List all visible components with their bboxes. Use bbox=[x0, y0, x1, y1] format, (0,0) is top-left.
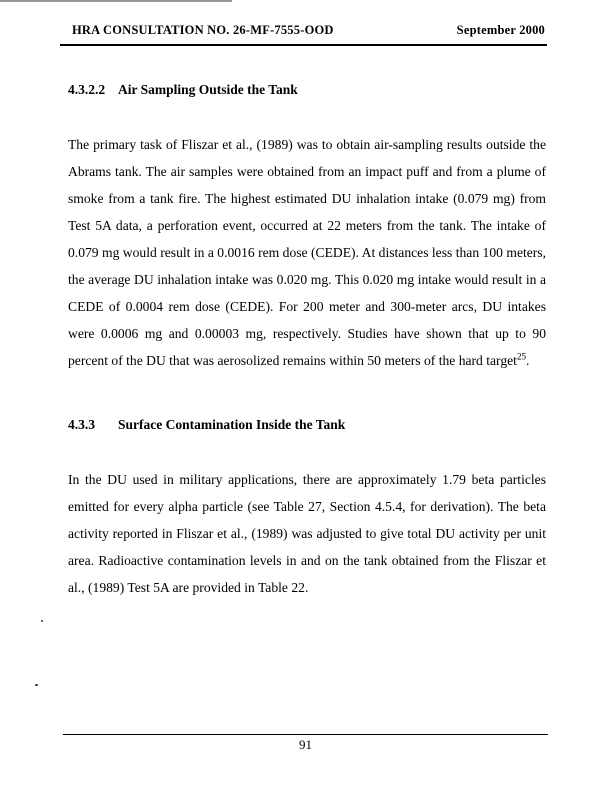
section-number: 4.3.3 bbox=[68, 417, 95, 432]
section-number: 4.3.2.2 bbox=[68, 82, 106, 97]
scan-artifact-dot bbox=[35, 684, 38, 686]
section-heading-surface-contamination bbox=[68, 417, 546, 433]
paragraph-text: In the DU used in military applications, there are approximately 1.79 beta particles emitted for every alpha particle (see Table 27, Section 4.5.4, for derivation). The beta activity reported in Fliszar et al., (1989) was adjusted to give total DU activity per unit area. Radioactive contamination levels in and on the tank obtained from the Fliszar et al., (1989) Test 5A are provided in Table 22. bbox=[68, 472, 546, 595]
page-header bbox=[72, 23, 545, 38]
footnote-reference: 25 bbox=[516, 351, 526, 362]
header-doc-number: HRA CONSULTATION NO. 26-MF-7555-OOD bbox=[72, 23, 334, 37]
paragraph-text: The primary task of Fliszar et al., (1989) was to obtain air-sampling results outside the Abrams tank. The air samples were obtained from an impact puff and from a plume of smoke from a tank fire. The highest estimated DU inhalation intake (0.079 mg) from Test 5A data, a perforation event, occurred at 22 meters from the tank. The intake of 0.079 mg would result in a 0.0016 rem dose (CEDE). At distances less than 100 meters, the average DU inhalation intake was 0.020 mg. This 0.020 mg intake would result in a CEDE of 0.0004 rem dose (CEDE). For 200 meter and 300-meter arcs, DU intakes were 0.0006 mg and 0.00003 mg, respectively. Studies have shown that up to 90 percent of the DU that was aerosolized remains within 50 meters of the hard target bbox=[68, 137, 546, 368]
scan-artifact-dot bbox=[41, 620, 43, 622]
paragraph-air-sampling bbox=[68, 131, 546, 374]
section-heading-air-sampling bbox=[68, 82, 546, 98]
paragraph-text-end: . bbox=[525, 353, 530, 368]
header-rule bbox=[60, 44, 547, 46]
header-date: September 2000 bbox=[456, 23, 545, 37]
section-title: Surface Contamination Inside the Tank bbox=[118, 417, 346, 432]
footer-rule bbox=[63, 734, 548, 735]
page-number: 91 bbox=[299, 737, 312, 752]
section-title: Air Sampling Outside the Tank bbox=[118, 82, 298, 97]
paragraph-surface-contamination bbox=[68, 466, 546, 601]
